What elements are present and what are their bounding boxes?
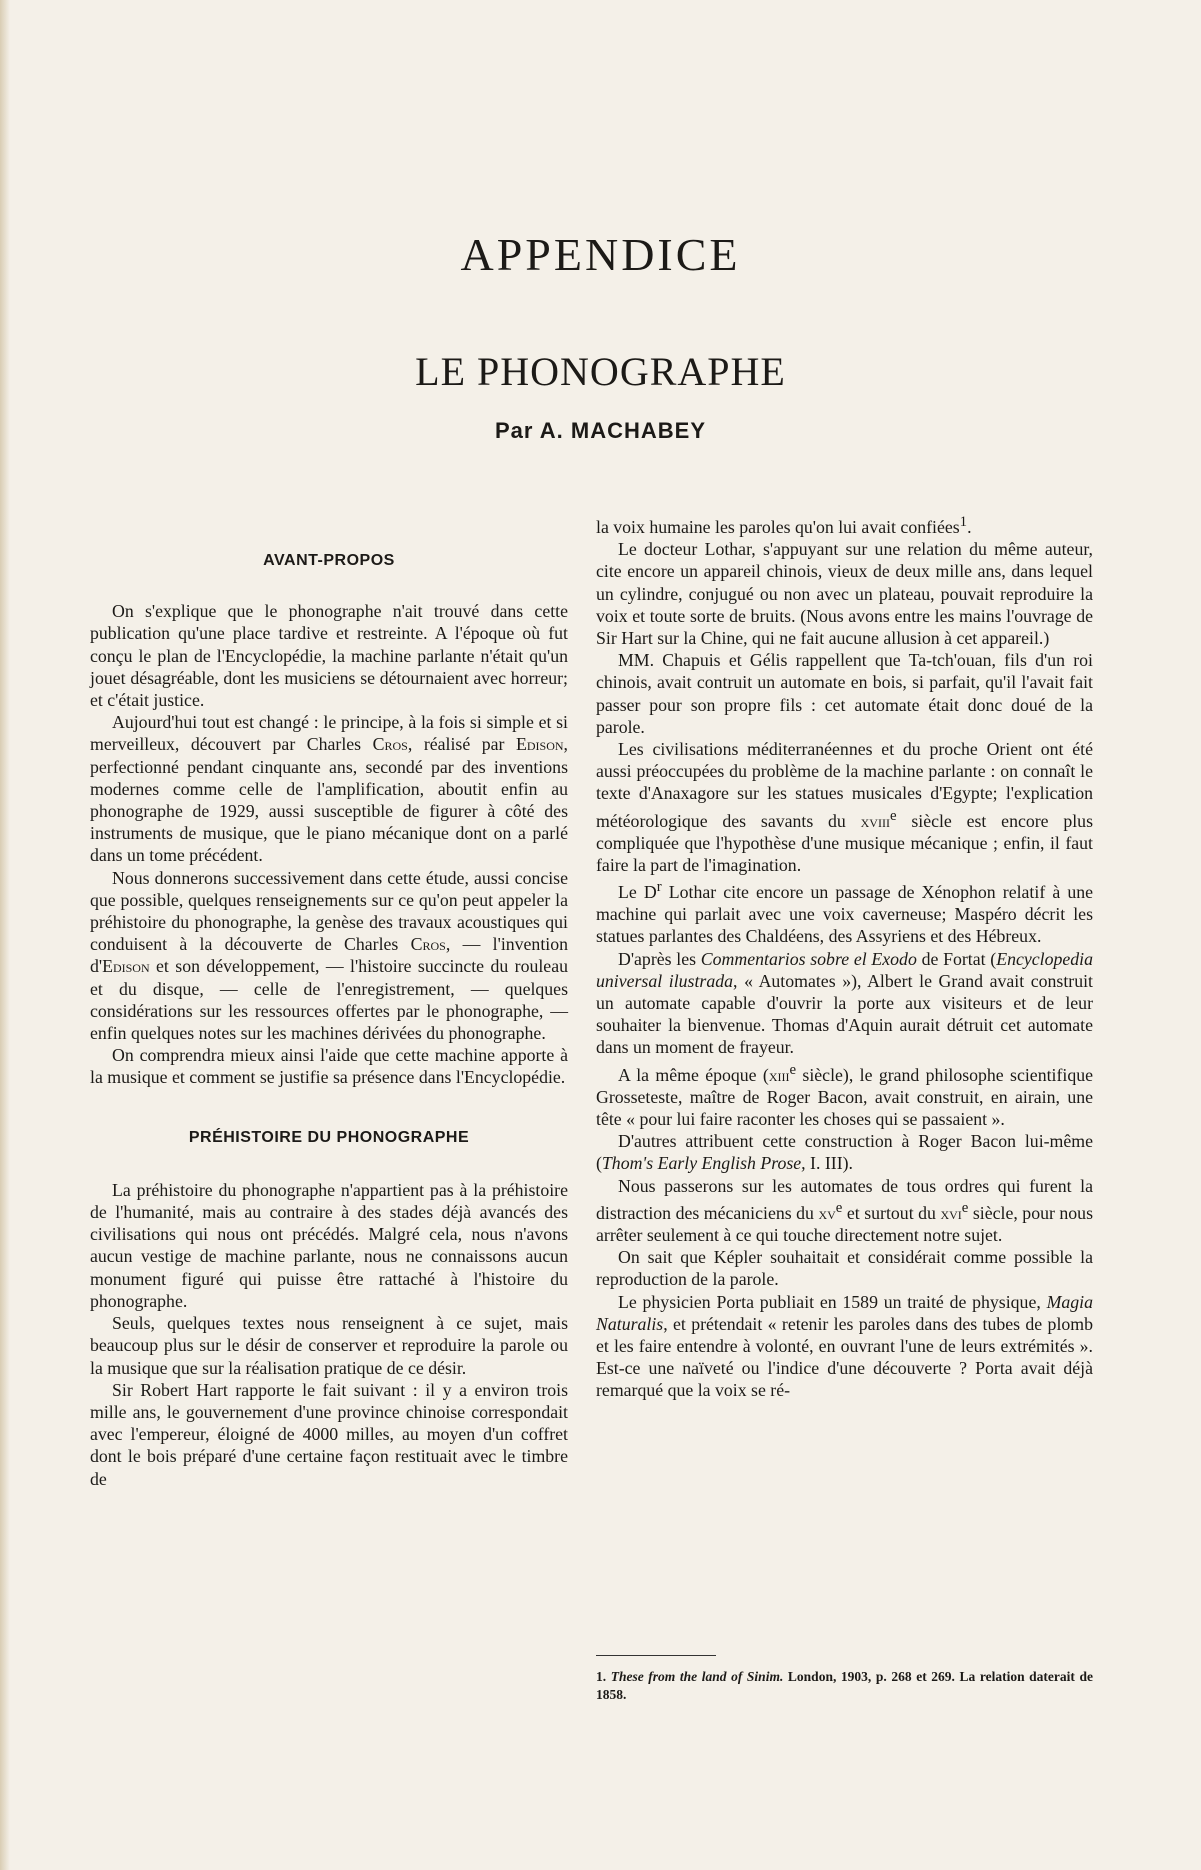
paragraph: D'après les Commentarios sobre el Exodo de Fortat (Encyclopedia universal ilustrada, « Automates »), Albert le Grand avait construit un automate capable d'ouvrir la porte aux visiteurs et de leur souhaiter la bienvenue. Thomas d'Aquin aurait détruit cet automate dans un moment de frayeur. bbox=[596, 948, 1093, 1058]
paragraph: Le physicien Porta publiait en 1589 un traité de physique, Magia Naturalis, et prétendait « retenir les paroles dans des tubes de plomb et les faire entendre à volonté, en ouvrant l'une de leurs extrémités ». Est-ce une naïveté ou l'indice d'une découverte ? Porta avait déjà remarqué que la voix se ré- bbox=[596, 1291, 1093, 1401]
paragraph: Sir Robert Hart rapporte le fait suivant : il y a environ trois mille ans, le gouvernement d'une province chinoise correspondait avec l'empereur, éloigné de 4000 milles, au moyen d'un coffret dont le bois préparé d'une certaine façon restituait avec le timbre de bbox=[90, 1379, 568, 1489]
paragraph: Nous passerons sur les automates de tous ordres qui furent la distraction des mécaniciens du $xv^e$ et surtout du xvi$^e$ siècle, pour nous arrêter seulement à ce qui touche directement notre sujet. bbox=[596, 1175, 1093, 1245]
paragraph: Le $D^r$ Lothar cite encore un passage de Xénophon relatif à une machine qui parlait avec une voix caverneuse; Maspéro décrit les statues parlantes des Chaldéens, des Assyriens et des Hébreux. bbox=[596, 879, 1093, 947]
appendix-heading: APPENDICE bbox=[460, 229, 741, 280]
footnote-divider bbox=[596, 1655, 716, 1656]
left-column bbox=[90, 550, 568, 1490]
right-column bbox=[596, 511, 1093, 1402]
article-title: LE PHONOGRAPHE bbox=[415, 349, 786, 394]
paragraph: D'autres attribuent cette construction à Roger Bacon lui-même (Thom's Early English Prose, I. III). bbox=[596, 1131, 1093, 1174]
paragraph: La préhistoire du phonographe n'appartient pas à la préhistoire de l'humanité, mais au contraire à des stades déjà avancés des civilisations qui nous ont précédés. Malgré cela, nous n'avons aucun vestige de machine parlante, nous ne connaissons aucun monument figuré qui puisse être rattaché à l'histoire du phonographe. bbox=[90, 1179, 568, 1311]
paragraph: Les civilisations méditerranéennes et du proche Orient ont été aussi préoccupées du problème de la machine parlante : on connaît le texte d'Anaxagore sur les statues musicales d'Egypte; l'explication météorologique des savants du xviii$^e$ siècle est encore plus compliquée que l'hypothèse d'une musique mécanique ; enfin, il faut faire la part de l'imagination. bbox=[596, 738, 1093, 875]
paragraph: On s'explique que le phonographe n'ait trouvé dans cette publication qu'une place tardive et restreinte. A l'époque où fut conçu le plan de l'Encyclopédie, la machine parlante n'était qu'un jouet désagréable, dont les musiciens se détournaient avec horreur; et c'était justice. bbox=[90, 601, 568, 711]
paragraph: MM. Chapuis et Gélis rappellent que Ta-tch'ouan, fils d'un roi chinois, avait contruit un automate en bois, si parfait, qu'il l'avait fait passer pour son propre fils : cet automate était donc doué de la parole. bbox=[596, 650, 1093, 737]
page-edge-shadow bbox=[0, 0, 10, 1870]
footnote-ref: 1 bbox=[959, 514, 968, 530]
paragraph: On comprendra mieux ainsi l'aide que cette machine apporte à la musique et comment se justifie sa présence dans l'Encyclopédie. bbox=[90, 1045, 568, 1088]
section-heading-prehistoire: PRÉHISTOIRE DU PHONOGRAPHE bbox=[188, 1128, 470, 1146]
paragraph: Nous donnerons successivement dans cette étude, aussi concise que possible, quelques renseignements sur ce qu'on peut appeler la préhistoire du phonographe, la genèse des travaux acoustiques qui conduisent à la découverte de Charles Cros, — l'invention d'Edison et son développement, — l'histoire succincte du rouleau et du disque, — celle de l'enregistrement, — quelques considérations sur les ressources offertes par le phonographe, — enfin quelques notes sur les machines dérivées du phonographe. bbox=[90, 867, 568, 1044]
paragraph: A la même époque (xiii$^e$ siècle), le grand philosophe scientifique Grosseteste, maître de Roger Bacon, avait construit, en airain, une tête « pour lui faire raconter les choses qui se passaient ». bbox=[596, 1061, 1094, 1129]
footnote: 1. These from the land of Sinim. London, 1903, p. 268 et 269. La relation daterait de 1858. bbox=[596, 1669, 1094, 1702]
section-heading-avant-propos: AVANT-PROPOS bbox=[263, 552, 395, 569]
author-byline: Par A. MACHABEY bbox=[495, 418, 706, 443]
paragraph: la voix humaine les paroles qu'on lui avait confiées$^1$. bbox=[596, 514, 972, 537]
paragraph: Aujourd'hui tout est changé : le principe, à la fois si simple et si merveilleux, découvert par Charles Cros, réalisé par Edison, perfectionné pendant cinquante ans, secondé par des inventions modernes comme celle de l'amplification, aboutit enfin au phonographe de 1929, aussi susceptible de figurer à côté des instruments de musique, que le piano mécanique dont on a parlé dans un tome précédent. bbox=[90, 712, 568, 866]
paragraph: Le docteur Lothar, s'appuyant sur une relation du même auteur, cite encore un appareil chinois, vieux de deux mille ans, dans lequel un cylindre, conjugué ou non avec un plateau, pouvait reproduire la voix et toute sorte de bruits. (Nous avons entre les mains l'ouvrage de Sir Hart sur la Chine, qui ne fait aucune allusion à cet appareil.) bbox=[596, 539, 1093, 648]
paragraph: On sait que Képler souhaitait et considérait comme possible la reproduction de la parole. bbox=[596, 1247, 1093, 1290]
paragraph: Seuls, quelques textes nous renseignent à ce sujet, mais beaucoup plus sur le désir de conserver et reproduire la parole ou la musique que sur la réalisation pratique de ce désir. bbox=[90, 1313, 568, 1378]
